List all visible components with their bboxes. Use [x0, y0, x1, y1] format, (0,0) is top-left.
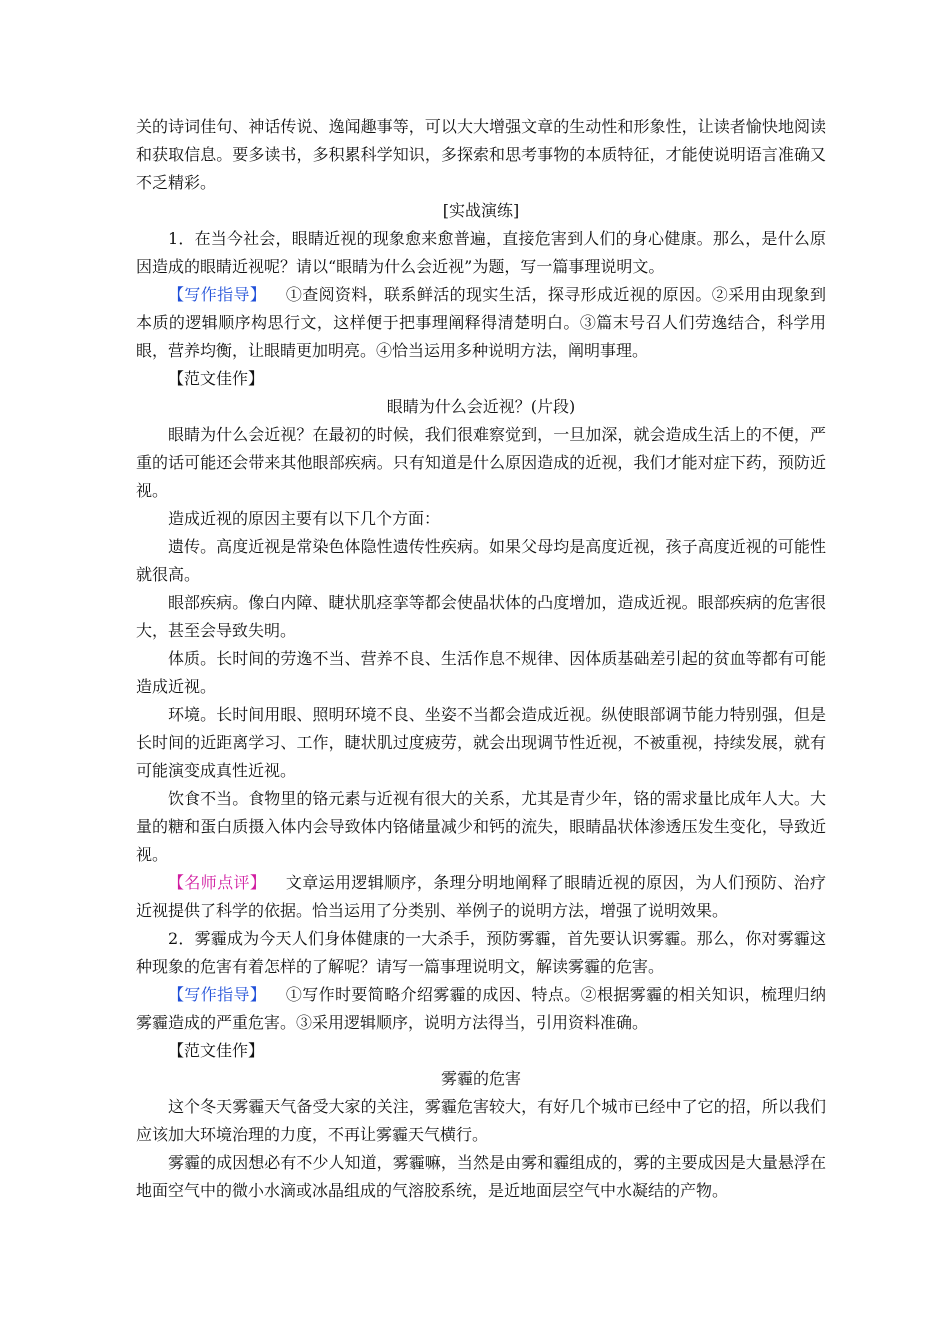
section-heading: [实战演练] — [442, 201, 520, 220]
q1-review — [136, 869, 826, 925]
q1-paragraph: 饮食不当。食物里的铬元素与近视有很大的关系，尤其是青少年，铬的需求量比成年人大。大量的糖和蛋白质摄入体内会导致体内铬储量减少和钙的流失，眼睛晶状体渗透压发生变化，导致近视。 — [136, 789, 826, 864]
q2-prompt: 2．雾霾成为今天人们身体健康的一大杀手，预防雾霾，首先要认识雾霾。那么，你对雾霾这种现象的危害有着怎样的了解呢？请写一篇事理说明文，解读雾霾的危害。 — [136, 929, 826, 976]
q2-guide-text: ①写作时要简略介绍雾霾的成因、特点。②根据雾霾的相关知识，梳理归纳雾霾造成的严重危害。③采用逻辑顺序，说明方法得当，引用资料准确。 — [136, 985, 826, 1032]
q2-paragraph: 这个冬天雾霾天气备受大家的关注，雾霾危害较大，有好几个城市已经中了它的招，所以我们应该加大环境治理的力度，不再让雾霾天气横行。 — [136, 1097, 826, 1144]
q1-paragraph: 眼睛为什么会近视？在最初的时候，我们很难察觉到，一旦加深，就会造成生活上的不便，严重的话可能还会带来其他眼部疾病。只有知道是什么原因造成的近视，我们才能对症下药，预防近视。 — [136, 425, 826, 500]
q1-model-label: 【范文佳作】 — [168, 369, 265, 388]
q1-prompt: 1．在当今社会，眼睛近视的现象愈来愈普遍，直接危害到人们的身心健康。那么，是什么原因造成的眼睛近视呢？请以“眼睛为什么会近视”为题，写一篇事理说明文。 — [136, 229, 826, 276]
q2-paragraph: 雾霾的成因想必有不少人知道，雾霾嘛，当然是由雾和霾组成的，雾的主要成因是大量悬浮在地面空气中的微小水滴或冰晶组成的气溶胶系统，是近地面层空气中水凝结的产物。 — [136, 1153, 826, 1200]
intro-paragraph: 关的诗词佳句、神话传说、逸闻趣事等，可以大大增强文章的生动性和形象性，让读者愉快地阅读和获取信息。要多读书，多积累科学知识，多探索和思考事物的本质特征，才能使说明语言准确又不乏精彩。 — [136, 117, 826, 192]
q2-guide-label: 【写作指导】 — [168, 985, 267, 1004]
q2-essay-title: 雾霾的危害 — [440, 1069, 521, 1088]
q1-paragraph: 体质。长时间的劳逸不当、营养不良、生活作息不规律、因体质基础差引起的贫血等都有可能造成近视。 — [136, 649, 826, 696]
document-page — [136, 113, 826, 1205]
q1-guide — [136, 281, 826, 365]
q1-review-label: 【名师点评】 — [168, 873, 267, 892]
q1-guide-label: 【写作指导】 — [168, 285, 267, 304]
q1-guide-text: ①查阅资料，联系鲜活的现实生活，探寻形成近视的原因。②采用由现象到本质的逻辑顺序构思行文，这样便于把事理阐释得清楚明白。③篇末号召人们劳逸结合，科学用眼，营养均衡，让眼睛更加明亮。④恰当运用多种说明方法，阐明事理。 — [136, 285, 826, 360]
q1-paragraph: 环境。长时间用眼、照明环境不良、坐姿不当都会造成近视。纵使眼部调节能力特别强，但是长时间的近距离学习、工作，睫状肌过度疲劳，就会出现调节性近视，不被重视，持续发展，就有可能演变成真性近视。 — [136, 705, 826, 780]
q2-model-label: 【范文佳作】 — [168, 1041, 265, 1060]
q1-essay-title: 眼睛为什么会近视？(片段) — [386, 397, 576, 416]
q2-guide — [136, 981, 826, 1037]
q1-paragraph: 遗传。高度近视是常染色体隐性遗传性疾病。如果父母均是高度近视，孩子高度近视的可能性就很高。 — [136, 537, 826, 584]
q1-review-text: 文章运用逻辑顺序，条理分明地阐释了眼睛近视的原因，为人们预防、治疗近视提供了科学的依据。恰当运用了分类别、举例子的说明方法，增强了说明效果。 — [136, 873, 826, 920]
q1-paragraph: 造成近视的原因主要有以下几个方面： — [168, 509, 441, 528]
q1-paragraph: 眼部疾病。像白内障、睫状肌痉挛等都会使晶状体的凸度增加，造成近视。眼部疾病的危害很大，甚至会导致失明。 — [136, 593, 826, 640]
